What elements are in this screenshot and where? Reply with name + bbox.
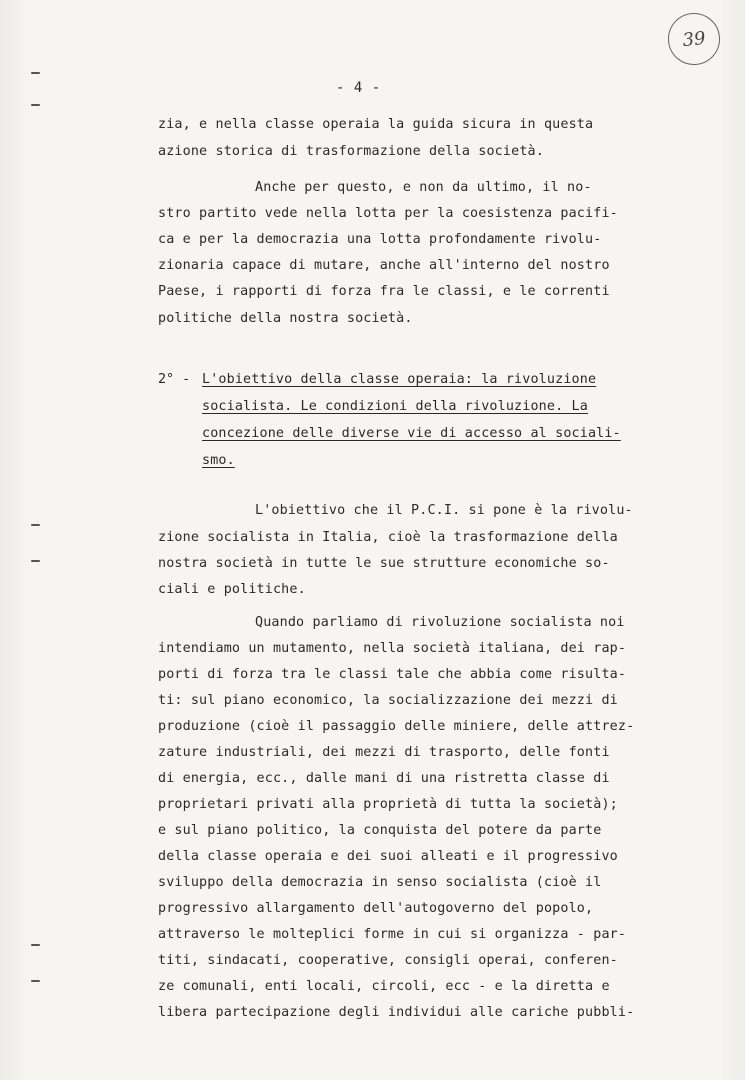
text-line: Paese, i rapporti di forza fra le classi, e le correnti: [158, 284, 610, 299]
text-line: della classe operaia e dei suoi alleati e il progressivo: [158, 849, 618, 864]
text-line: libera partecipazione degli individui alle cariche pubbli-: [158, 1005, 635, 1020]
text-line: L'obiettivo che il P.C.I. si pone è la rivolu-: [255, 503, 633, 518]
text-line: di energia, ecc., dalle mani di una ristretta classe di: [158, 771, 610, 786]
margin-mark: [31, 944, 40, 946]
text-line: azione storica di trasformazione della società.: [158, 144, 544, 159]
margin-mark: [31, 560, 40, 562]
margin-mark: [31, 104, 40, 106]
text-line: produzione (cioè il passaggio delle miniere, delle attrez-: [158, 719, 635, 734]
margin-mark: [31, 524, 40, 526]
text-line: intendiamo un mutamento, nella società italiana, dei rap-: [158, 641, 627, 656]
text-line: politiche della nostra società.: [158, 311, 413, 326]
margin-mark: [31, 980, 40, 982]
text-line: ze comunali, enti locali, circoli, ecc - e la diretta e: [158, 979, 610, 994]
text-line: e sul piano politico, la conquista del potere da parte: [158, 823, 602, 838]
archive-number: 39: [681, 27, 707, 51]
text-line: zione socialista in Italia, cioè la trasformazione della: [158, 530, 618, 545]
text-line: proprietari privati alla proprietà di tutta la società);: [158, 797, 618, 812]
text-line: nostra società in tutte le sue strutture economiche so-: [158, 556, 610, 571]
text-line: zature industriali, dei mezzi di trasporto, delle fonti: [158, 745, 610, 760]
text-line: ciali e politiche.: [158, 582, 306, 597]
section-heading-line: concezione delle diverse vie di accesso al sociali-: [202, 426, 621, 441]
text-line: progressivo allargamento dell'autogoverno del popolo,: [158, 901, 594, 916]
text-line: stro partito vede nella lotta per la coesistenza pacifi-: [158, 206, 618, 221]
archive-number-stamp: [665, 10, 722, 67]
section-number: 2° -: [158, 372, 191, 387]
section-heading-line: socialista. Le condizioni della rivoluzione. La: [202, 399, 588, 414]
text-line: zionaria capace di mutare, anche all'interno del nostro: [158, 258, 610, 273]
section-heading-line: smo.: [202, 453, 235, 468]
text-line: porti di forza tra le classi tale che abbia come risulta-: [158, 667, 627, 682]
text-line: ti: sul piano economico, la socializzazione dei mezzi di: [158, 693, 618, 708]
text-line: Anche per questo, e non da ultimo, il no-: [255, 180, 592, 195]
text-line: Quando parliamo di rivoluzione socialista noi: [255, 615, 625, 630]
text-line: titi, sindacati, cooperative, consigli operai, conferen-: [158, 953, 618, 968]
text-line: sviluppo della democrazia in senso socialista (cioè il: [158, 875, 602, 890]
text-line: attraverso le molteplici forme in cui si organizza - par-: [158, 927, 627, 942]
text-line: zia, e nella classe operaia la guida sicura in questa: [158, 117, 594, 132]
text-line: ca e per la democrazia una lotta profondamente rivolu-: [158, 232, 602, 247]
page-number: - 4 -: [336, 80, 381, 96]
margin-mark: [31, 72, 40, 74]
section-heading-line: L'obiettivo della classe operaia: la rivoluzione: [202, 372, 597, 387]
